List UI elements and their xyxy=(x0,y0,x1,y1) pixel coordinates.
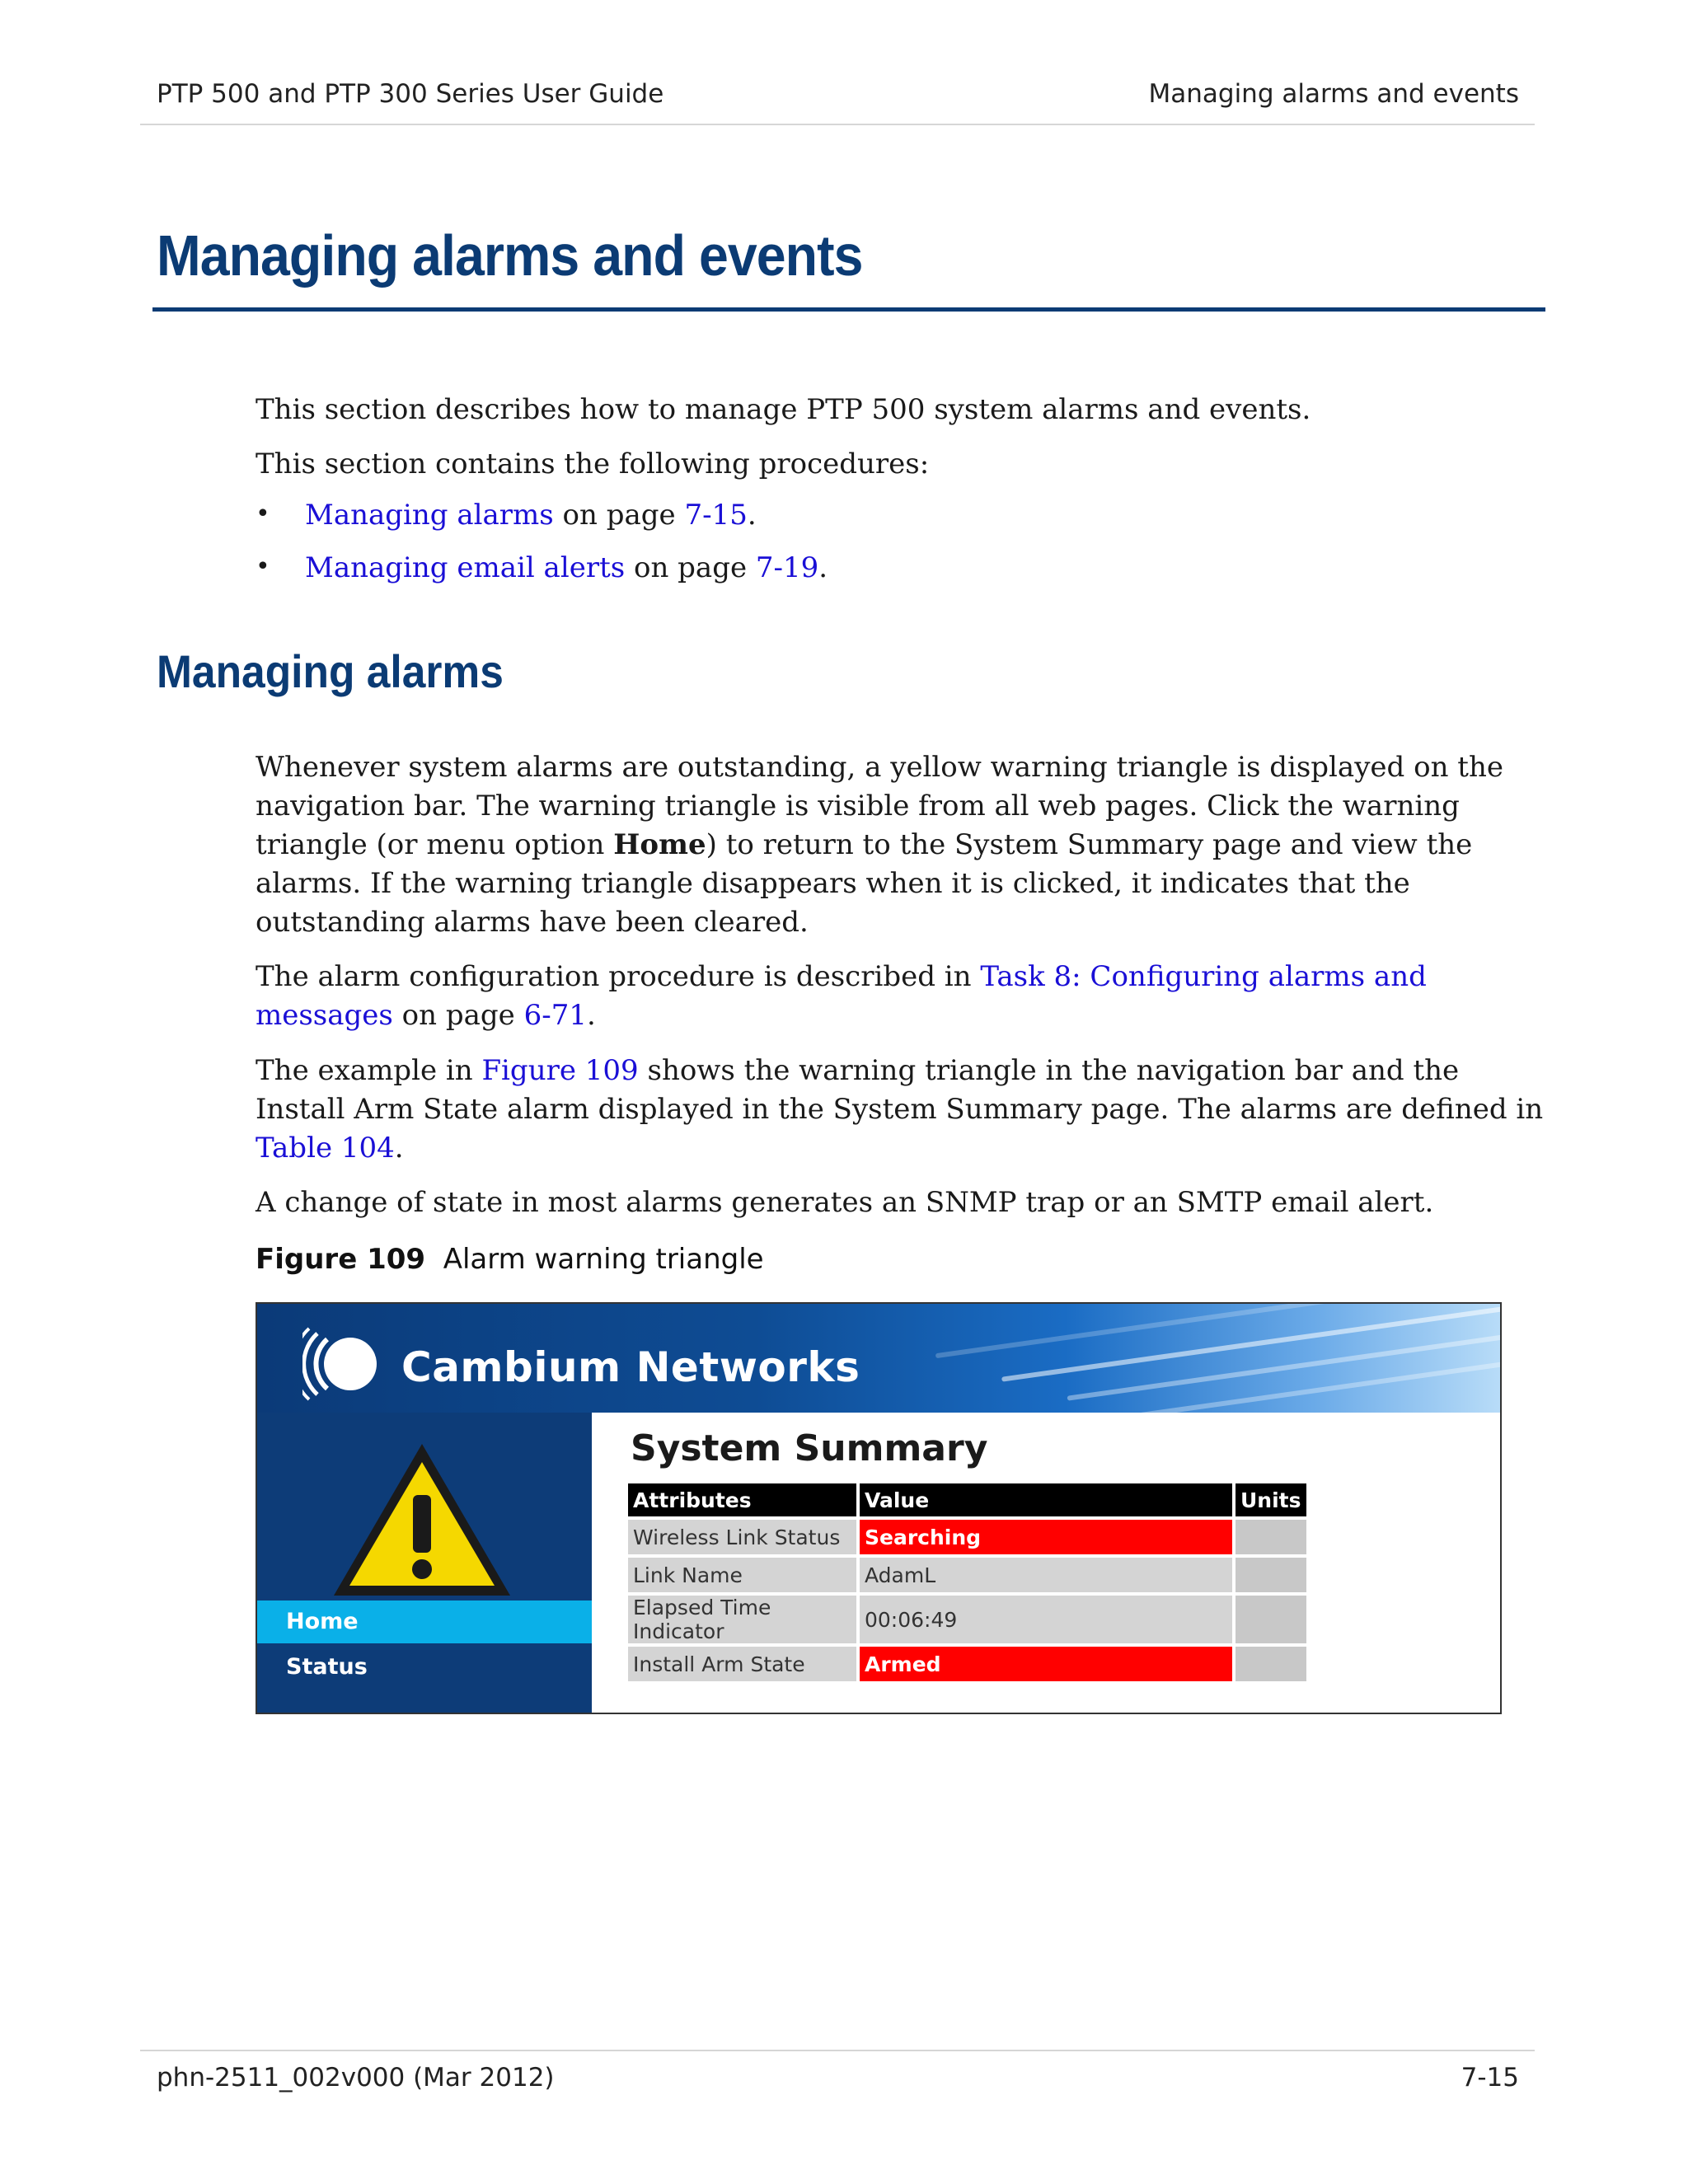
value-cell: 00:06:49 xyxy=(860,1596,1232,1643)
procedures-intro: This section contains the following procedures: xyxy=(256,448,930,480)
state-change-paragraph: A change of state in most alarms generates an SNMP trap or an SMTP email alert. xyxy=(256,1186,1434,1219)
figure-screenshot xyxy=(256,1302,1502,1714)
figure-label: Figure 109 xyxy=(256,1243,426,1276)
procedure-item-text: on page xyxy=(625,551,756,584)
text: Whenever system alarms are outstanding, a yellow warning triangle is displayed on the navigation bar. The warning triangle is visible from all web pages. Click the warning triangle (or menu option xyxy=(256,751,1503,861)
column-header: Value xyxy=(860,1483,1232,1516)
attribute-cell: Link Name xyxy=(628,1558,856,1592)
column-header: Units xyxy=(1236,1483,1306,1516)
table-row xyxy=(628,1647,1306,1681)
text: shows the warning triangle in the navigation bar and the Install Arm State alarm displayed in the System Summary page. The alarms are defined in xyxy=(256,1054,1544,1126)
text: . xyxy=(394,1132,404,1165)
bullet-marker: • xyxy=(256,499,270,528)
example-paragraph xyxy=(256,1052,1550,1168)
config-paragraph xyxy=(256,958,1550,1035)
text: The alarm configuration procedure is described in xyxy=(256,960,981,993)
warning-triangle-icon[interactable] xyxy=(327,1437,517,1602)
section-heading: Managing alarms xyxy=(157,645,504,697)
value-cell: AdamL xyxy=(860,1558,1232,1592)
task8-link[interactable]: Task 8: Configuring alarms and messages xyxy=(256,960,1427,1032)
footer-page-number: 7-15 xyxy=(1461,2063,1519,2093)
figure-caption xyxy=(256,1243,764,1276)
units-cell xyxy=(1236,1596,1306,1643)
text: on page xyxy=(392,999,524,1032)
page-title: Managing alarms and events xyxy=(157,223,863,288)
table-link[interactable]: Table 104 xyxy=(256,1132,395,1165)
table-row xyxy=(628,1520,1306,1554)
figure-link[interactable]: Figure 109 xyxy=(481,1054,639,1087)
table-row xyxy=(628,1596,1306,1643)
title-underline xyxy=(152,307,1545,312)
footer-divider xyxy=(140,2050,1535,2051)
procedure-item xyxy=(305,496,757,535)
text: . xyxy=(586,999,596,1032)
header-divider xyxy=(140,124,1535,125)
home-bold: Home xyxy=(613,828,706,861)
procedure-item-text: on page xyxy=(553,499,685,532)
managing-email-alerts-link[interactable]: Managing email alerts xyxy=(305,551,626,584)
managing-alarms-link[interactable]: Managing alarms xyxy=(305,499,554,532)
page-link[interactable]: 7-19 xyxy=(755,551,819,584)
page-link[interactable]: 6-71 xyxy=(523,999,587,1032)
summary-panel xyxy=(592,1413,1500,1713)
bullet-marker: • xyxy=(256,552,270,581)
column-header: Attributes xyxy=(628,1483,856,1516)
table-header-row xyxy=(628,1483,1306,1516)
summary-title: System Summary xyxy=(631,1427,988,1469)
attribute-cell: Wireless Link Status xyxy=(628,1520,856,1554)
figure-caption-text: Alarm warning triangle xyxy=(443,1243,764,1276)
running-header-right: Managing alarms and events xyxy=(1148,79,1519,109)
text: ) to return to the System Summary page and view the alarms. If the warning triangle disappears when it is clicked, it indicates that the outstanding alarms have been cleared. xyxy=(256,828,1473,939)
table-row xyxy=(628,1558,1306,1592)
summary-table xyxy=(625,1480,1310,1685)
cambium-logo-icon xyxy=(302,1319,385,1401)
procedure-item xyxy=(305,549,828,588)
text: The example in xyxy=(256,1054,482,1087)
attribute-cell: Install Arm State xyxy=(628,1647,856,1681)
brand-name: Cambium Networks xyxy=(401,1343,860,1391)
units-cell xyxy=(1236,1520,1306,1554)
units-cell xyxy=(1236,1558,1306,1592)
nav-item-home[interactable]: Home xyxy=(257,1601,592,1643)
alarms-paragraph xyxy=(256,748,1550,942)
procedure-item-end: . xyxy=(747,499,757,532)
nav-sidebar xyxy=(257,1413,592,1713)
intro-paragraph: This section describes how to manage PTP 500 system alarms and events. xyxy=(256,393,1311,426)
value-cell: Armed xyxy=(860,1647,1232,1681)
units-cell xyxy=(1236,1647,1306,1681)
procedure-item-end: . xyxy=(818,551,828,584)
attribute-cell: Elapsed Time Indicator xyxy=(628,1596,856,1643)
footer-doc-id: phn-2511_002v000 (Mar 2012) xyxy=(157,2063,555,2093)
running-header-left: PTP 500 and PTP 300 Series User Guide xyxy=(157,79,664,109)
brand-banner xyxy=(257,1304,1500,1413)
page-link[interactable]: 7-15 xyxy=(684,499,748,532)
value-cell: Searching xyxy=(860,1520,1232,1554)
nav-item-status[interactable]: Status xyxy=(286,1654,368,1680)
